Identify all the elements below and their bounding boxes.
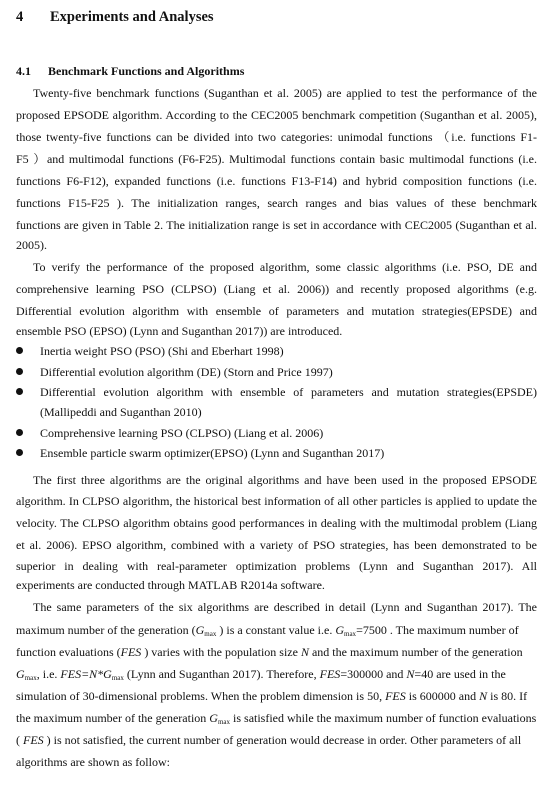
section-heading bbox=[16, 9, 214, 26]
text-line: The first three algorithms are the original algorithms and have been used in the proposed EPSODE bbox=[33, 473, 537, 487]
text-run: the maximum number of the generation bbox=[16, 711, 207, 725]
bullet-icon bbox=[16, 368, 23, 375]
text-run: =7500 . The maximum number of bbox=[356, 623, 519, 637]
text-line bbox=[16, 711, 537, 729]
text-line: functions are given in Table 2. The initialization range is set in accordance with CEC2005 (Suganthan et al. bbox=[16, 218, 537, 232]
text-run: is 600000 and bbox=[408, 689, 477, 703]
text-line: To verify the performance of the proposed algorithm, some classic algorithms (i.e. PSO, DE and bbox=[33, 260, 537, 274]
text-run: simulation of 30-dimensional problems. When the problem dimension is 50, bbox=[16, 689, 383, 703]
text-line bbox=[16, 623, 537, 641]
bullet-icon bbox=[16, 347, 23, 354]
text-line bbox=[16, 689, 537, 703]
text-run: , i.e. bbox=[36, 667, 58, 681]
math-subscript: max bbox=[111, 674, 124, 682]
text-run: ) varies with the population size bbox=[144, 645, 298, 659]
text-line: ensemble PSO (EPSO) (Lynn and Suganthan 2017)) are introduced. bbox=[16, 324, 343, 338]
text-run: =40 are used in the bbox=[414, 667, 506, 681]
text-line bbox=[16, 667, 537, 685]
list-item: Ensemble particle swarm optimizer(EPSO) (Lynn and Suganthan 2017) bbox=[40, 446, 385, 460]
text-line: proposed EPSODE algorithm. According to the CEC2005 benchmark competition (Suganthan et al. 2005), bbox=[16, 108, 537, 122]
math-symbol: FES bbox=[319, 667, 341, 681]
text-line: algorithm. In CLPSO algorithm, the historical best information of all other particles is applied to update the bbox=[16, 494, 537, 508]
text-line: superior in dealing with real-parameter optimization problems (Lynn and Suganthan 2017). All bbox=[16, 559, 537, 573]
text-line bbox=[16, 645, 537, 659]
text-run: is satisfied while the maximum number of function evaluations bbox=[233, 711, 537, 725]
text-run: ) is not satisfied, the current number of generation would decrease in order. Other parameters of all bbox=[46, 733, 522, 747]
math-subscript: max bbox=[24, 674, 37, 682]
text-line: Differential evolution algorithm with ensemble of parameters and mutation strategies(EPSDE) and bbox=[16, 304, 537, 318]
text-run: ) is a constant value i.e. bbox=[219, 623, 333, 637]
text-line: et al. 2006). EPSO algorithm, combined with a variety of PSO strategies, has been demonstrated to be bbox=[16, 538, 537, 552]
text-line: The same parameters of the six algorithms are described in detail (Lynn and Suganthan 2017). The bbox=[33, 600, 537, 614]
text-run: ( bbox=[16, 733, 20, 747]
text-line: F5 ）and multimodal functions (F6-F25). Multimodal functions contain basic multimodal functions (i.e. bbox=[16, 152, 537, 166]
list-item: Differential evolution algorithm with ensemble of parameters and mutation strategies(EPSDE) bbox=[40, 385, 537, 399]
list-item: Differential evolution algorithm (DE) (Storn and Price 1997) bbox=[40, 365, 333, 379]
bullet-icon bbox=[16, 449, 23, 456]
math-subscript: max bbox=[217, 718, 231, 726]
text-line: Twenty-five benchmark functions (Suganthan et al. 2005) are applied to test the performance of the bbox=[33, 86, 537, 100]
math-symbol: G bbox=[209, 711, 218, 725]
math-subscript: max bbox=[344, 630, 357, 638]
text-line: comprehensive learning PSO (CLPSO) (Liang et al. 2006)) and recently proposed algorithms (e.g. bbox=[16, 282, 537, 296]
list-item-continuation: (Mallipeddi and Suganthan 2010) bbox=[40, 405, 202, 419]
text-run: =300000 and bbox=[340, 667, 404, 681]
math-subscript: max bbox=[204, 630, 217, 638]
text-line: experiments are conducted through MATLAB R2014a software. bbox=[16, 578, 325, 592]
text-run: function evaluations ( bbox=[16, 645, 121, 659]
text-run: maximum number of the generation ( bbox=[16, 623, 196, 637]
list-item: Comprehensive learning PSO (CLPSO) (Liang et al. 2006) bbox=[40, 426, 324, 440]
text-run: (Lynn and Suganthan 2017). Therefore, bbox=[126, 667, 317, 681]
text-line: functions F6-F12), expanded functions (i.e. functions F13-F14) and hybrid composition functions (i.e. bbox=[16, 174, 537, 188]
subsection-title: Benchmark Functions and Algorithms bbox=[48, 64, 245, 78]
text-run: is 80. If bbox=[490, 689, 528, 703]
bullet-icon bbox=[16, 429, 23, 436]
text-line: velocity. The CLPSO algorithm obtains good performances in dealing with the multimodal problem (Liang bbox=[16, 516, 537, 530]
bullet-icon bbox=[16, 388, 23, 395]
math-symbol: G bbox=[16, 667, 25, 681]
math-formula: FES=N*G bbox=[60, 667, 112, 681]
text-run: and the maximum number of the generation bbox=[311, 645, 523, 659]
text-line: algorithms are shown as follow: bbox=[16, 755, 170, 769]
math-symbol: FES bbox=[23, 733, 44, 747]
math-symbol: N bbox=[479, 689, 488, 703]
text-line: 2005). bbox=[16, 238, 47, 252]
subsection-number: 4.1 bbox=[16, 64, 31, 78]
math-symbol: G bbox=[195, 623, 205, 637]
text-line: those twenty-five functions can be divided into two categories: unimodal functions （i.e. functions F1- bbox=[16, 130, 537, 144]
math-symbol: G bbox=[335, 623, 344, 637]
text-line bbox=[16, 733, 537, 747]
math-symbol: FES bbox=[120, 645, 142, 659]
section-number: 4 bbox=[16, 9, 24, 25]
list-item: Inertia weight PSO (PSO) (Shi and Eberhart 1998) bbox=[40, 344, 284, 358]
text-line: functions F15-F25 ). The initialization ranges, search ranges and bias values of these benchmark bbox=[16, 196, 537, 210]
math-symbol: FES bbox=[385, 689, 406, 703]
section-title: Experiments and Analyses bbox=[50, 9, 214, 25]
math-symbol: N bbox=[406, 667, 415, 681]
subsection-heading bbox=[16, 64, 244, 79]
math-symbol: N bbox=[300, 645, 309, 659]
